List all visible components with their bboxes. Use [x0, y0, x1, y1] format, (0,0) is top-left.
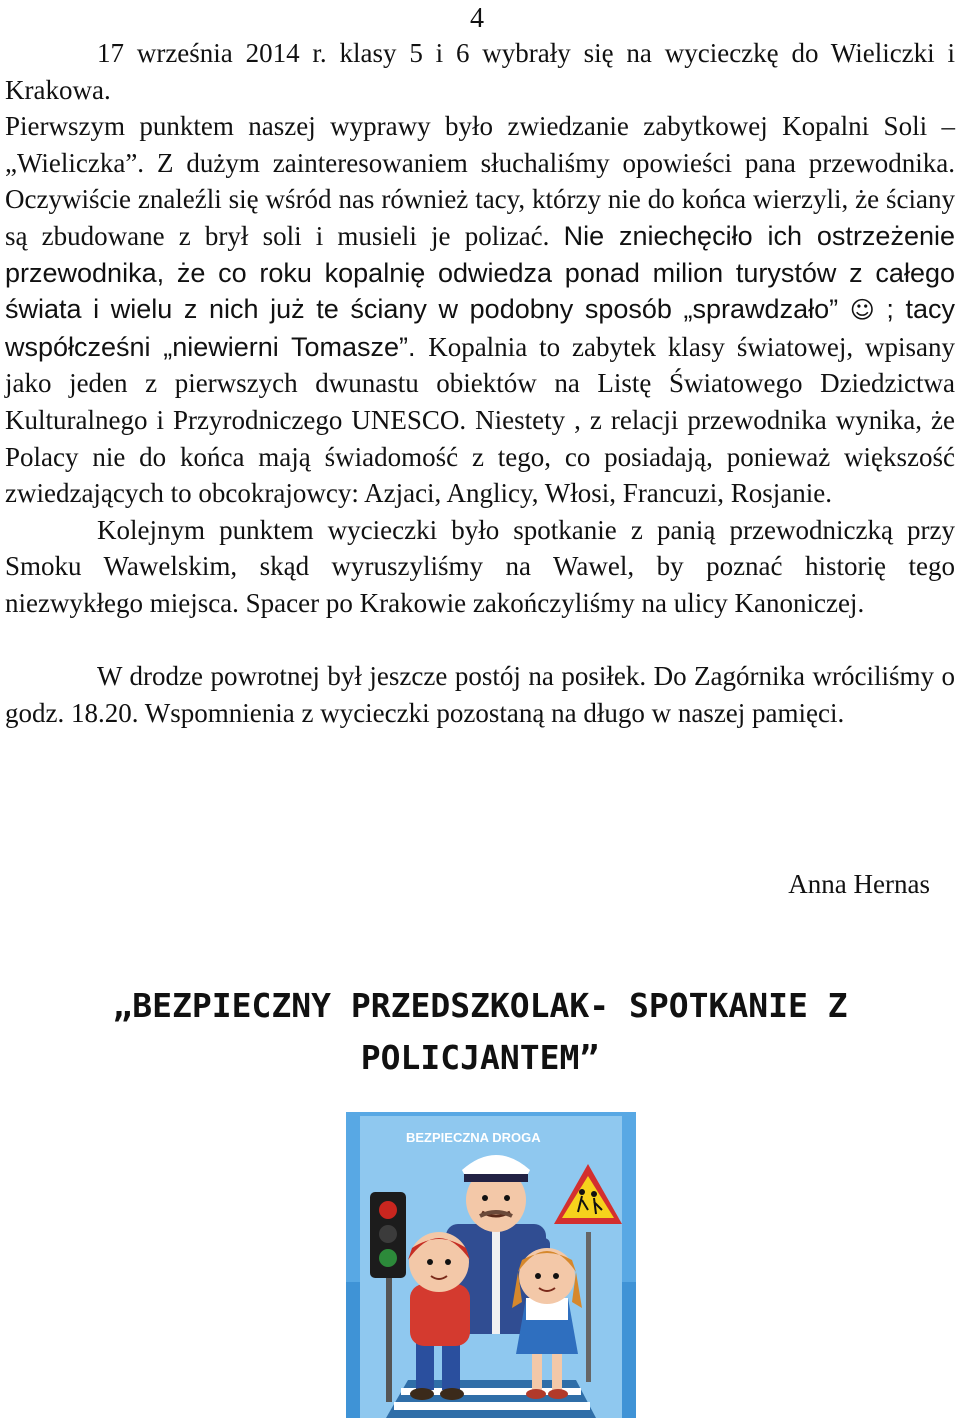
paragraph-text-sans: ; tacy współcześni „niewierni Tomasze”.: [5, 294, 955, 362]
safe-road-illustration: [346, 1112, 636, 1418]
article-paragraph-return: [5, 658, 955, 731]
article-body: [5, 35, 955, 731]
article-paragraph-wawel: [5, 512, 955, 622]
paragraph-text: 17 września 2014 r. klasy 5 i 6 wybrały się na wycieczkę do Wieliczki i Krakowa.: [5, 38, 955, 105]
paragraph-text-sans: Nie zniechęciło ich ostrzeżenie przewodnika, że co roku kopalnię odwiedza ponad milion turystów z całego świata i wielu z nich już te ściany w podobny sposób „sprawdzało”: [5, 220, 955, 325]
headline-line-2: POLICJANTEM”: [360, 1038, 600, 1077]
section-headline: [0, 980, 960, 1084]
paragraph-text: Kolejnym punktem wycieczki było spotkanie z panią przewodniczką przy Smoku Wawelskim, skąd wyruszyliśmy na Wawel, by poznać historię tego niezwykłego miejsca. Spacer po Krakowie zakończyliśmy na ulicy Kanoniczej.: [5, 514, 955, 618]
article-paragraph-mine: [5, 108, 955, 512]
article-paragraph-intro: [5, 35, 955, 108]
paragraph-text: Pierwszym punktem naszej wyprawy było zwiedzanie zabytkowej Kopalni Soli – „Wieliczka”. Z dużym zainteresowaniem słuchaliśmy opowieści pana przewodnika. Oczywiście znaleźli się wśród nas również tacy, którzy nie do końca wierzyli, że ściany są zbudowane z brył soli i musieli je polizać.: [5, 111, 955, 251]
headline-line-1: „BEZPIECZNY PRZEDSZKOLAK- SPOTKANIE Z: [112, 986, 848, 1025]
paragraph-text: Kopalnia to zabytek klasy światowej, wpisany jako jeden z pierwszych dwunastu obiektów na Listę Światowego Dziedzictwa Kulturalnego i Przyrodniczego UNESCO. Niestety , z relacji przewodnika wynika, że Polacy nie do końca mają świadomość z tego, co posiadają, ponieważ większość zwiedzających to obcokrajowcy: Azjaci, Anglicy, Włosi, Francuzi, Rosjanie.: [5, 331, 955, 509]
article-author: Anna Hernas: [788, 869, 930, 899]
smiley-icon: ☺: [849, 296, 875, 325]
paragraph-text: W drodze powrotnej był jeszcze postój na posiłek. Do Zagórnika wróciliśmy o godz. 18.20. Wspomnienia z wycieczki pozostaną na długo w naszej pamięci.: [5, 661, 955, 728]
paragraph-spacer: [5, 622, 955, 659]
page-number: 4: [470, 3, 484, 34]
illustration-title: BEZPIECZNA DROGA: [406, 1130, 541, 1145]
